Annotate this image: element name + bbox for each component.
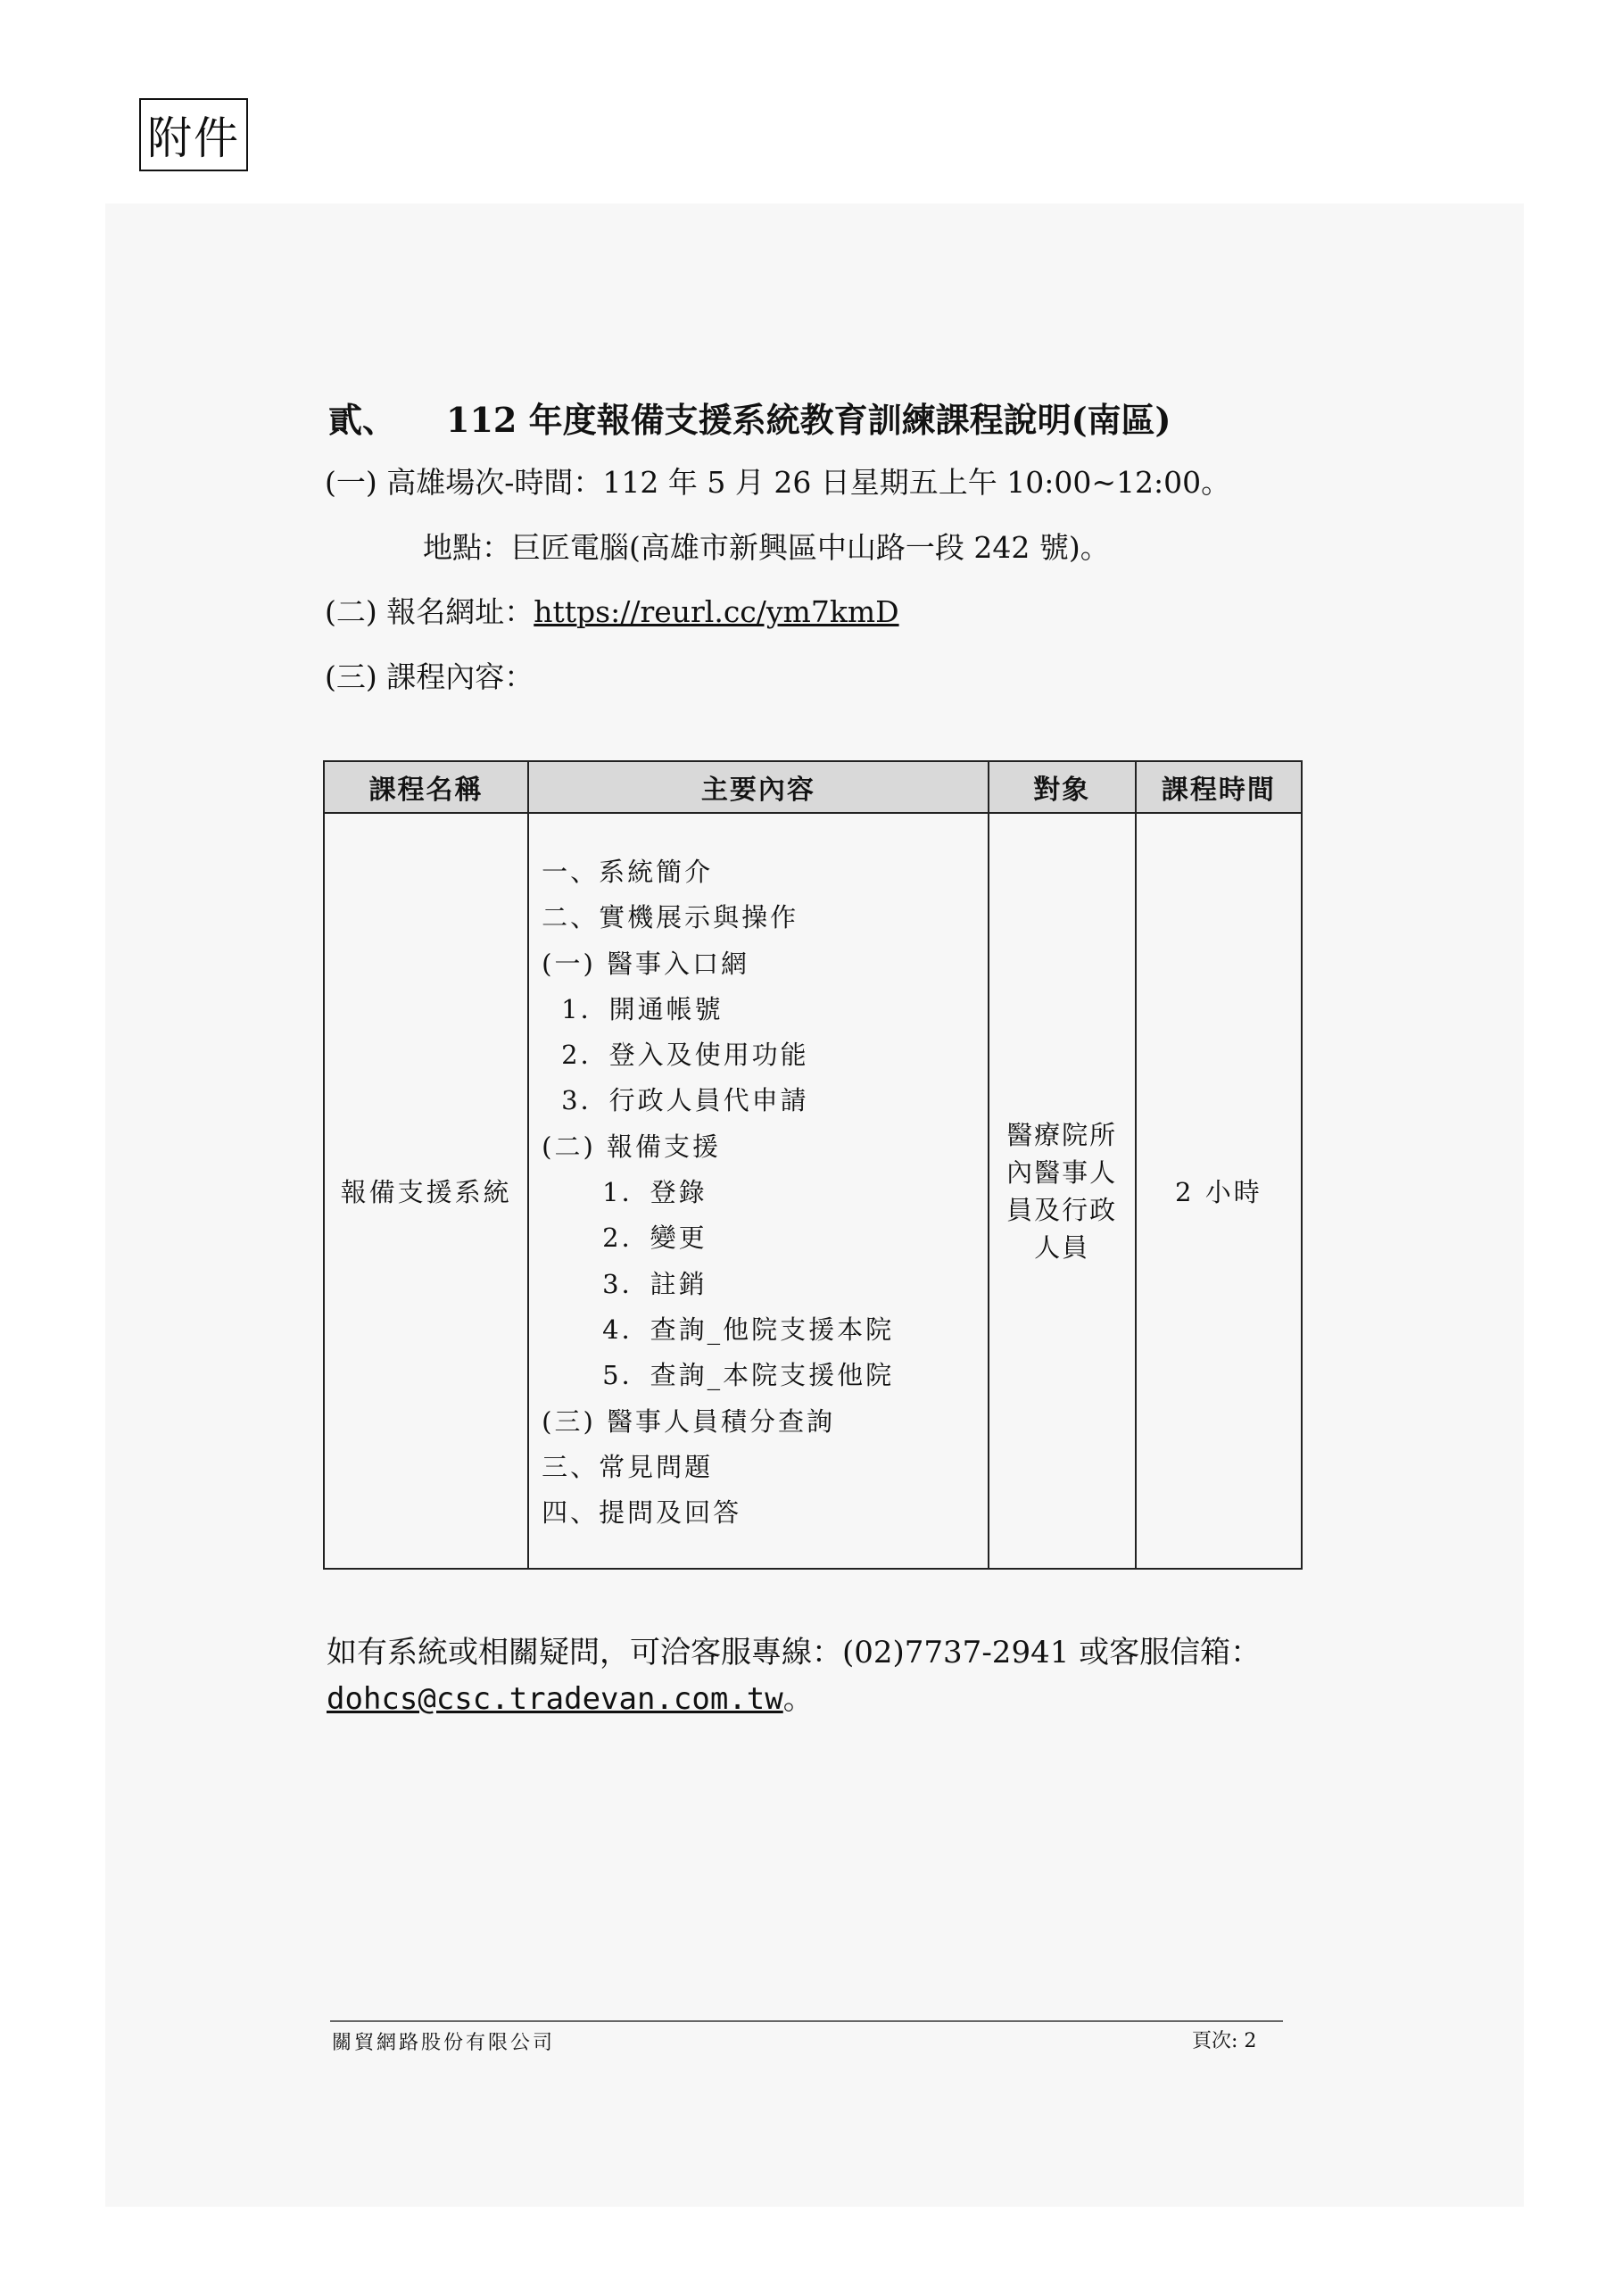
list-item: 3．行政人員代申請 <box>561 1085 809 1116</box>
target-audience: 醫療院所內醫事人員及行政人員 <box>1006 1119 1118 1263</box>
location-line: 地點：巨匠電腦(高雄市新興區中山路一段 242 號)。 <box>423 530 1110 565</box>
list-item: 3．註銷 <box>602 1268 708 1299</box>
list-item: 三、常見問題 <box>542 1451 714 1482</box>
contact-email-line <box>327 1674 814 1718</box>
list-item: 二、實機展示與操作 <box>542 902 799 933</box>
course-content-list <box>529 814 987 1568</box>
attachment-tag-text: 附件 <box>147 112 240 164</box>
header-course-name: 課程名稱 <box>324 761 528 813</box>
registration-line <box>325 589 899 631</box>
header-target: 對象 <box>989 761 1136 813</box>
target-cell <box>989 813 1136 1569</box>
attachment-tag <box>139 98 248 171</box>
list-item: (二) 報備支援 <box>542 1131 721 1162</box>
duration-cell <box>1136 813 1302 1569</box>
table-row <box>324 813 1302 1569</box>
section-title: 112 年度報備支援系統教育訓練課程說明(南區) <box>446 400 1171 440</box>
list-item: (三) 醫事人員積分查詢 <box>542 1405 835 1437</box>
footer-company: 關貿網路股份有限公司 <box>332 2032 556 2054</box>
course-table <box>323 760 1303 1570</box>
course-name-cell <box>324 813 528 1569</box>
section-number: 貳、 <box>328 400 397 440</box>
table-header-row <box>324 761 1302 813</box>
section-heading <box>328 393 1171 442</box>
list-item: 1．登錄 <box>602 1177 708 1208</box>
contact-email-suffix: 。 <box>782 1681 814 1717</box>
contact-email-link[interactable]: dohcs@csc.tradevan.com.tw <box>327 1681 783 1717</box>
list-item: 5．查詢_本院支援他院 <box>602 1360 895 1391</box>
course-duration: 2 小時 <box>1175 1177 1262 1208</box>
course-content-cell <box>528 813 988 1569</box>
list-item: 1．開通帳號 <box>561 993 724 1024</box>
contact-line: 如有系統或相關疑問，可洽客服專線：(02)7737-2941 或客服信箱： <box>327 1635 1262 1670</box>
course-name: 報備支援系統 <box>340 1177 512 1208</box>
header-main-content: 主要內容 <box>528 761 988 813</box>
list-item: 4．查詢_他院支援本院 <box>602 1314 895 1345</box>
registration-link[interactable]: https://reurl.cc/ym7kmD <box>534 594 899 629</box>
footer-page-number: 頁次: 2 <box>1192 2030 1257 2052</box>
registration-label: (二) 報名網址： <box>325 594 534 629</box>
list-item: (一) 醫事入口網 <box>542 948 749 979</box>
list-item: 2．登入及使用功能 <box>561 1040 809 1071</box>
list-item: 一、系統簡介 <box>542 857 714 887</box>
footer-divider <box>330 2020 1283 2022</box>
session-time-line: (一) 高雄場次-時間：112 年 5 月 26 日星期五上午 10:00~12:00。 <box>325 465 1231 500</box>
course-content-heading: (三) 課程內容： <box>325 659 534 694</box>
list-item: 四、提問及回答 <box>542 1497 742 1529</box>
list-item: 2．變更 <box>602 1223 708 1254</box>
header-duration: 課程時間 <box>1136 761 1302 813</box>
